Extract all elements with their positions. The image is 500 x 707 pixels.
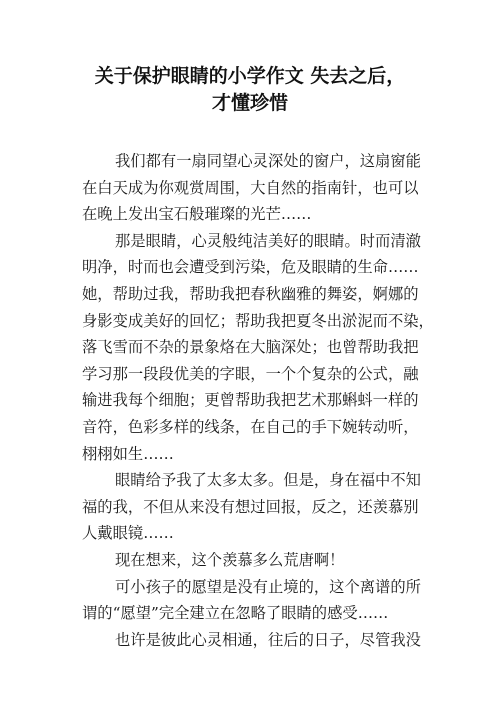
body-line: 福的我，不但从来没有想过回报，反之，还羡慕别 xyxy=(82,497,419,516)
document-title-line-1: 关于保护眼睛的小学作文 失去之后， xyxy=(94,65,406,87)
body-line: 眼睛给予我了太多太多。但是，身在福中不知 xyxy=(115,471,421,490)
body-line: 落飞雪而不杂的景象烙在大脑深处；也曾帮助我把 xyxy=(82,338,419,357)
body-line: 在白天成为你观赏周围，大自然的指南针，也可以 xyxy=(82,178,419,197)
body-line: 身影变成美好的回忆；帮助我把夏冬出淤泥而不染， xyxy=(82,311,434,330)
body-line: 也许是彼此心灵相通，往后的日子，尽管我没 xyxy=(115,630,421,649)
body-line: 输进我每个细胞；更曾帮助我把艺术那蝌蚪一样的 xyxy=(82,391,419,410)
body-line: 谓的“愿望”完全建立在忽略了眼睛的感受…… xyxy=(82,604,389,623)
body-line: 音符，色彩多样的线条，在自己的手下婉转动听， xyxy=(82,418,419,436)
body-line: 在晚上发出宝石般璀璨的光芒…… xyxy=(82,205,312,224)
body-line: 现在想来，这个羡慕多么荒唐啊！ xyxy=(115,551,345,569)
body-line: 我们都有一扇同望心灵深处的窗户，这扇窗能 xyxy=(115,152,421,170)
document-title-line-2: 才懂珍惜 xyxy=(211,92,288,114)
body-line: 她，帮助过我，帮助我把春秋幽雅的舞姿，婀娜的 xyxy=(82,285,419,303)
body-line: 栩栩如生…… xyxy=(82,444,174,463)
body-line: 那是眼睛，心灵般纯洁美好的眼睛。时而清澈 xyxy=(115,231,421,250)
body-line: 学习那一段段优美的字眼，一个个复杂的公式，融 xyxy=(82,364,419,383)
body-line: 可小孩子的愿望是没有止境的，这个离谱的所 xyxy=(115,577,421,596)
body-line: 人戴眼镜…… xyxy=(82,524,174,543)
body-line: 明净，时而也会遭受到污染，危及眼睛的生命…… xyxy=(82,258,419,277)
